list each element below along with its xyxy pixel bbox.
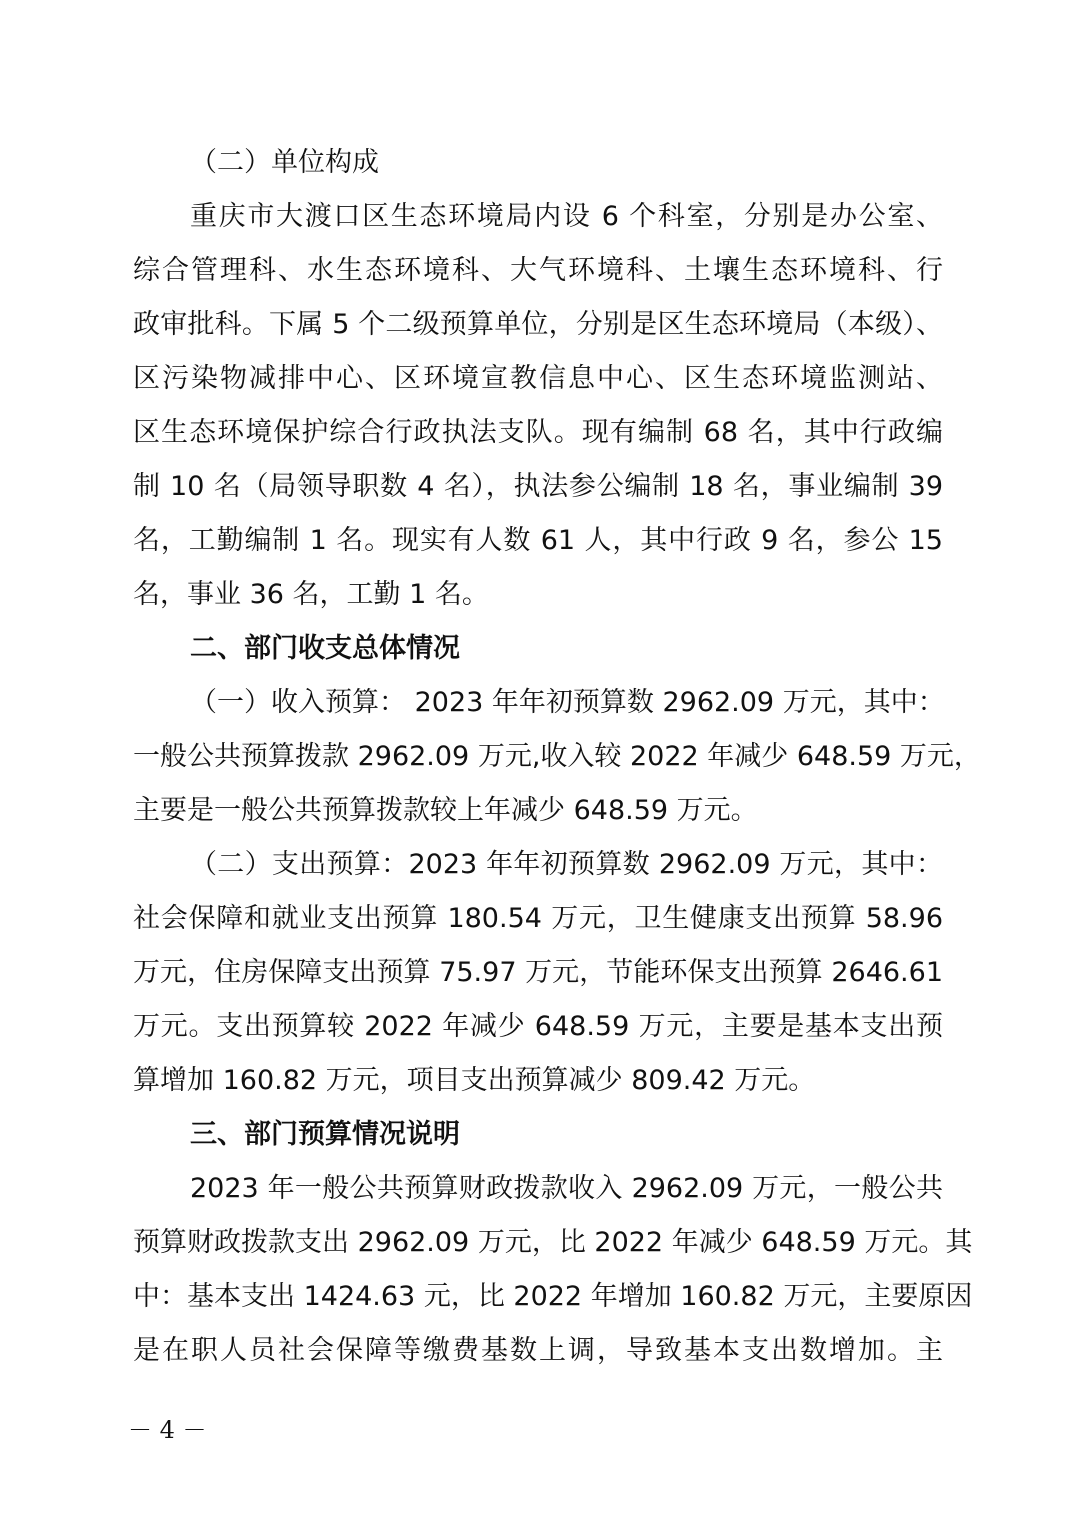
paragraph-line: 2023 年一般公共预算财政拨款收入 2962.09 万元，一般公共 — [190, 1173, 943, 1204]
paragraph-line: （二）支出预算：2023 年年初预算数 2962.09 万元，其中： — [190, 849, 943, 880]
paragraph-line: 名，事业 36 名，工勤 1 名。 — [133, 579, 489, 610]
paragraph-line: 综合管理科、水生态环境科、大气环境科、土壤生态环境科、行 — [133, 255, 943, 286]
paragraph-line: 政审批科。下属 5 个二级预算单位，分别是区生态环境局（本级）、 — [133, 309, 943, 340]
section-heading-revenue-expenditure: 二、部门收支总体情况 — [190, 633, 460, 664]
paragraph-line: 万元。支出预算较 2022 年减少 648.59 万元，主要是基本支出预 — [133, 1011, 943, 1042]
paragraph-line: 重庆市大渡口区生态环境局内设 6 个科室，分别是办公室、 — [190, 201, 943, 232]
subsection-heading-unit-composition: （二）单位构成 — [190, 147, 379, 178]
paragraph-line: 算增加 160.82 万元，项目支出预算减少 809.42 万元。 — [133, 1065, 816, 1096]
paragraph-line: 名，工勤编制 1 名。现实有人数 61 人，其中行政 9 名，参公 15 — [133, 525, 943, 556]
paragraph-line: 制 10 名（局领导职数 4 名），执法参公编制 18 名，事业编制 39 — [133, 471, 943, 502]
paragraph-line: 一般公共预算拨款 2962.09 万元,收入较 2022 年减少 648.59 万元， — [133, 741, 981, 772]
paragraph-line: 是在职人员社会保障等缴费基数上调，导致基本支出数增加。主 — [133, 1335, 943, 1366]
paragraph-line: 区生态环境保护综合行政执法支队。现有编制 68 名，其中行政编 — [133, 417, 943, 448]
paragraph-line: （一）收入预算： 2023 年年初预算数 2962.09 万元，其中： — [190, 687, 945, 718]
paragraph-line: 社会保障和就业支出预算 180.54 万元，卫生健康支出预算 58.96 — [133, 903, 943, 934]
section-heading-budget-explanation: 三、部门预算情况说明 — [190, 1119, 460, 1150]
paragraph-line: 中：基本支出 1424.63 元，比 2022 年增加 160.82 万元，主要原因 — [133, 1281, 973, 1312]
paragraph-line: 预算财政拨款支出 2962.09 万元，比 2022 年减少 648.59 万元。其 — [133, 1227, 973, 1258]
paragraph-line: 万元，住房保障支出预算 75.97 万元，节能环保支出预算 2646.61 — [133, 957, 943, 988]
page-number: － 4 － — [128, 1416, 207, 1444]
paragraph-line: 区污染物减排中心、区环境宣教信息中心、区生态环境监测站、 — [133, 363, 943, 394]
paragraph-line: 主要是一般公共预算拨款较上年减少 648.59 万元。 — [133, 795, 758, 826]
